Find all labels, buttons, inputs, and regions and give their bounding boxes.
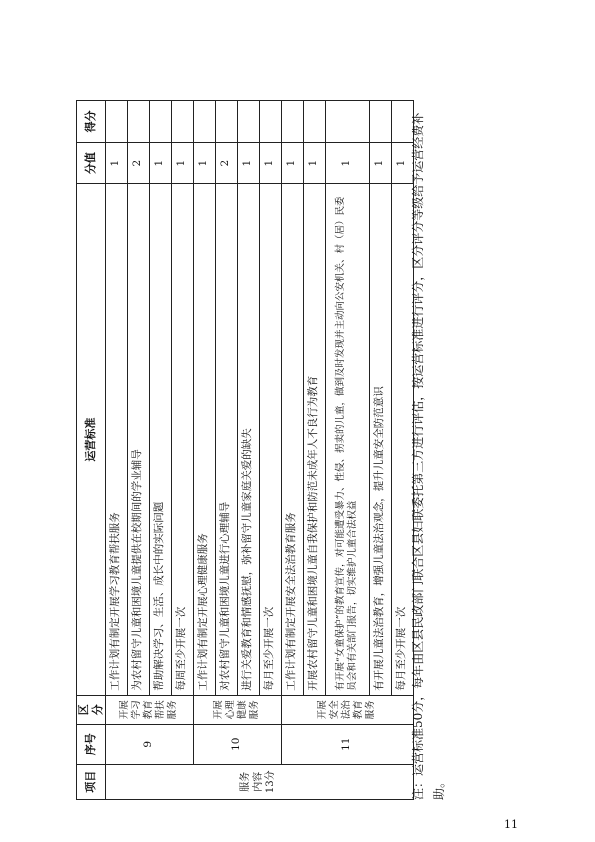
standard-cell: 每月至少开展一次 xyxy=(391,184,413,695)
score-cell xyxy=(259,101,281,143)
seq-cell: 9 xyxy=(105,724,193,764)
score-cell xyxy=(325,101,369,143)
standard-cell: 工作计划有制定开展学习教育帮扶服务 xyxy=(105,184,127,695)
score-cell xyxy=(105,101,127,143)
table-row xyxy=(105,101,127,800)
table-row xyxy=(149,101,171,800)
table-row xyxy=(369,101,391,800)
score-cell xyxy=(193,101,215,143)
score-cell xyxy=(215,101,237,143)
score-cell xyxy=(127,101,149,143)
table-header-row xyxy=(77,101,106,800)
evaluation-table xyxy=(76,100,414,800)
seq-cell: 10 xyxy=(193,724,281,764)
score-cell xyxy=(171,101,193,143)
area-cell: 开展安全法治教育服务 xyxy=(281,695,413,724)
standard-cell: 有开展儿童法治教育，增强儿童法治观念，提升儿童安全防范意识 xyxy=(369,184,391,695)
header-points: 分值 xyxy=(77,142,106,184)
standard-cell: 帮助解决学习、生活、成长中的实际问题 xyxy=(149,184,171,695)
standard-cell: 对农村留守儿童和困境儿童进行心理辅导 xyxy=(215,184,237,695)
points-cell: 1 xyxy=(325,142,369,184)
score-cell xyxy=(281,101,303,143)
table-row xyxy=(215,101,237,800)
header-seq: 序号 xyxy=(77,724,106,764)
points-cell: 1 xyxy=(281,142,303,184)
standard-cell: 为农村留守儿童和困境儿童提供在校期间的学业辅导 xyxy=(127,184,149,695)
points-cell: 1 xyxy=(237,142,259,184)
standard-cell: 每月至少开展一次 xyxy=(259,184,281,695)
table-row xyxy=(325,101,369,800)
table-row xyxy=(237,101,259,800)
points-cell: 1 xyxy=(303,142,325,184)
score-cell xyxy=(149,101,171,143)
points-cell: 1 xyxy=(259,142,281,184)
score-cell xyxy=(303,101,325,143)
table-row xyxy=(303,101,325,800)
points-cell: 2 xyxy=(215,142,237,184)
points-cell: 1 xyxy=(193,142,215,184)
standard-cell: 工作计划有制定开展心理健康服务 xyxy=(193,184,215,695)
points-cell: 1 xyxy=(369,142,391,184)
score-cell xyxy=(369,101,391,143)
page-number: 11 xyxy=(504,818,518,831)
table-row xyxy=(281,101,303,800)
standard-cell: 每周至少开展一次 xyxy=(171,184,193,695)
points-cell: 1 xyxy=(149,142,171,184)
area-cell: 开展学习教育帮扶服务 xyxy=(105,695,193,724)
score-cell xyxy=(237,101,259,143)
points-cell: 1 xyxy=(391,142,413,184)
points-cell: 1 xyxy=(105,142,127,184)
table-row xyxy=(171,101,193,800)
table-row xyxy=(259,101,281,800)
standard-cell: 工作计划有制定开展安全法治教育服务 xyxy=(281,184,303,695)
standard-cell: 进行关爱教育和情感抚慰，弥补留守儿童家庭关爱的缺失 xyxy=(237,184,259,695)
header-standard: 运营标准 xyxy=(77,184,106,695)
table-row xyxy=(127,101,149,800)
points-cell: 1 xyxy=(171,142,193,184)
points-cell: 2 xyxy=(127,142,149,184)
standard-cell: 开展农村留守儿童和困境儿童自我保护和防范未成年人不良行为教育 xyxy=(303,184,325,695)
category-cell: 服务内容13分 xyxy=(105,764,413,799)
seq-cell: 11 xyxy=(281,724,413,764)
standard-cell: 有开展“女童保护”的教育宣传，对可能遭受暴力、性侵、拐卖的儿童，做到及时发现并主动向公安机关、村（居）民委员会和有关部门报告，切实维护儿童合法权益 xyxy=(325,184,369,695)
header-item: 项目 xyxy=(77,764,106,799)
rotated-landscape-content xyxy=(76,100,451,800)
footnote: 注：运营标准50分，每年由区县民政部门联合区县妇联委托第三方进行评估，按运营标准进行评分，区分评分等级给予运营经费补助。 xyxy=(411,112,446,800)
header-area: 区分 xyxy=(77,695,106,724)
header-score: 得分 xyxy=(77,101,106,143)
table-row xyxy=(193,101,215,800)
area-cell: 开展心理健康服务 xyxy=(193,695,281,724)
